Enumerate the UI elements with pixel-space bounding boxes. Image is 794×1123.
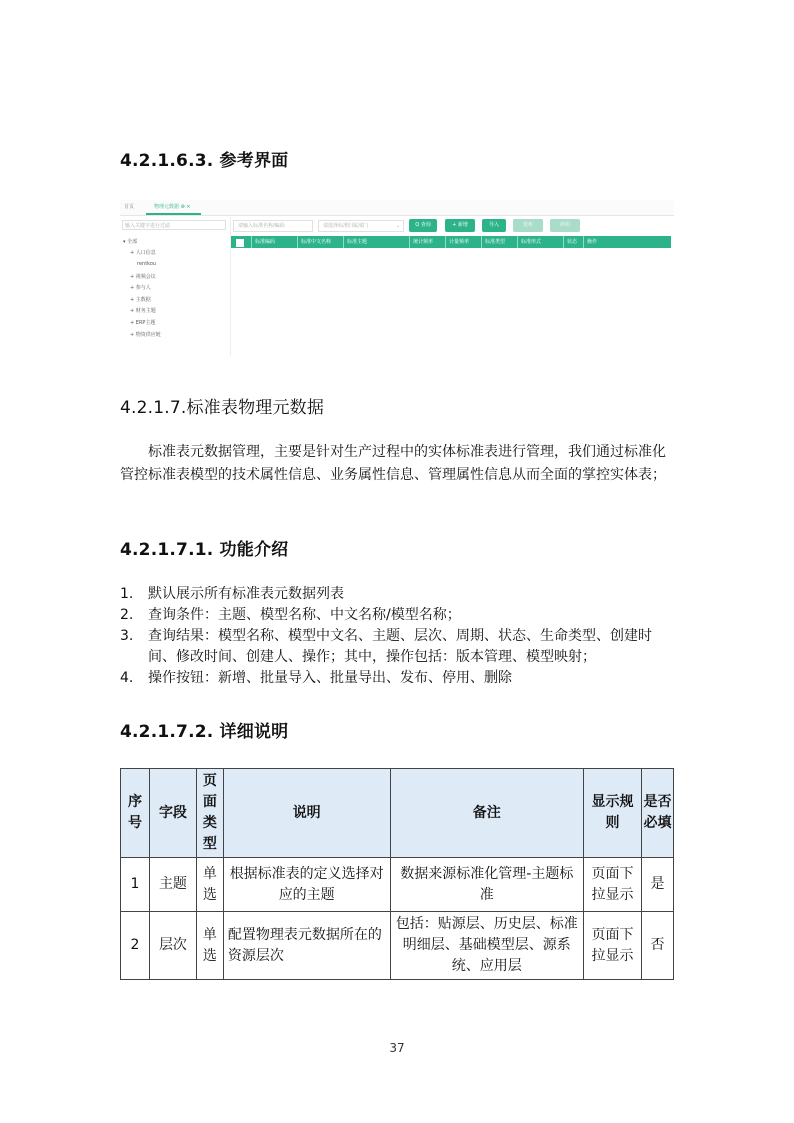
header-cell: 字段 (149, 769, 196, 858)
table-cell: 单选 (196, 858, 223, 912)
tree-item-label: 主数据 (135, 297, 151, 303)
table-cell: 配置物理表元数据所在的资源层次 (223, 912, 390, 980)
tree-item[interactable]: + 主数据 (130, 297, 151, 303)
page-number: 37 (389, 1041, 405, 1055)
reference-ui-screenshot (120, 200, 674, 356)
tree-item-label: 参与人 (135, 285, 151, 291)
table-cell: 层次 (149, 912, 196, 980)
heading-function-intro: 4.2.1.7.1. 功能介绍 (120, 540, 289, 560)
list-item (120, 605, 676, 626)
department-select[interactable] (318, 220, 404, 232)
tree-item[interactable]: + 物资供应链 (130, 332, 161, 338)
feature-list (120, 584, 676, 689)
header-cell: 页面类型 (196, 769, 223, 858)
department-select-label: 请选择标准归属部门 (323, 223, 369, 229)
list-number: 4. (120, 670, 134, 686)
import-button[interactable]: 导入 (482, 219, 506, 232)
table-cell: 数据来源标准化管理-主题标准 (390, 858, 584, 912)
table-cell: 否 (642, 912, 674, 980)
tab-physical-metadata[interactable]: 物理元数据 ⊗ × (154, 204, 191, 210)
table-cell: 页面下拉显示 (584, 858, 642, 912)
column-header: 统计频率 (409, 236, 445, 248)
tree-item[interactable]: ▾ 全部 (123, 239, 138, 245)
table-cell: 根据标准表的定义选择对应的主题 (223, 858, 390, 912)
tree-item[interactable]: rentkou (137, 261, 157, 267)
table-cell: 2 (121, 912, 150, 980)
tree-item[interactable]: + 参与人 (130, 285, 151, 291)
table-header-row (121, 769, 674, 858)
column-header: 操作 (583, 236, 671, 248)
table-cell: 主题 (149, 858, 196, 912)
tree-filter-input[interactable]: 输入关键字进行过滤 (122, 220, 226, 230)
column-header: 状态 (563, 236, 583, 248)
tree-item[interactable]: + 财务主题 (130, 308, 156, 314)
tree-item-label: ERP主题 (135, 320, 156, 326)
tree-item-label: 人口信息 (135, 250, 156, 256)
add-button[interactable]: + 新增 (445, 219, 475, 232)
column-header: 标准类型 (481, 236, 517, 248)
table-cell: 单选 (196, 912, 223, 980)
tab-home[interactable]: 首页 (124, 204, 135, 210)
heading-section: 4.2.1.7.标准表物理元数据 (120, 398, 325, 418)
list-text: 查询条件：主题、模型名称、中文名称/模型名称； (148, 607, 461, 623)
table-cell: 1 (121, 858, 150, 912)
tree-item[interactable]: + 人口信息 (130, 250, 156, 256)
field-spec-table (120, 768, 674, 980)
heading-reference-ui: 4.2.1.6.3. 参考界面 (120, 151, 289, 171)
intro-paragraph: 标准表元数据管理，主要是针对生产过程中的实体标准表进行管理，我们通过标准化管控标准表模型的技术属性信息、业务属性信息、管理属性信息从而全面的掌控实体表； (120, 444, 666, 483)
header-cell: 说明 (223, 769, 390, 858)
active-tab-indicator (146, 213, 201, 215)
list-item (120, 668, 676, 689)
disable-button[interactable]: 停用 (550, 219, 580, 232)
tree-item-label: 物资供应链 (135, 332, 161, 338)
list-item (120, 584, 676, 605)
header-cell: 备注 (390, 769, 584, 858)
list-number: 3. (120, 628, 134, 644)
header-cell: 序号 (121, 769, 150, 858)
column-header: 标准主题 (343, 236, 409, 248)
column-header: 标准中文名称 (297, 236, 343, 248)
heading-detail: 4.2.1.7.2. 详细说明 (120, 722, 289, 742)
list-number: 2. (120, 607, 134, 623)
publish-button[interactable]: 发布 (513, 219, 543, 232)
standard-name-filter[interactable]: 请输入标准名称/编码 (233, 220, 313, 232)
select-all-checkbox[interactable] (236, 239, 244, 247)
list-item (120, 626, 676, 668)
table-row (121, 858, 674, 912)
table-header (231, 236, 671, 248)
column-header: 标准形式 (517, 236, 563, 248)
header-cell: 是否必填 (642, 769, 674, 858)
header-cell: 显示规则 (584, 769, 642, 858)
tab-bar (120, 200, 674, 216)
table-cell: 是 (642, 858, 674, 912)
column-header: 计量频率 (445, 236, 481, 248)
query-button[interactable]: Q 查询 (409, 219, 437, 232)
tree-item-label: 视频会议 (135, 274, 156, 280)
tree-item[interactable]: + ERP主题 (130, 320, 156, 326)
list-text: 查询结果：模型名称、模型中文名、主题、层次、周期、状态、生命类型、创建时间、修改时间、创建人、操作；其中，操作包括：版本管理、模型映射； (148, 628, 652, 665)
column-header: 标准编码 (251, 236, 297, 248)
table-cell: 页面下拉显示 (584, 912, 642, 980)
sidebar-tree (120, 217, 231, 356)
tree-item-label: 全部 (127, 239, 138, 245)
tree-item-label: 财务主题 (135, 308, 156, 314)
list-number: 1. (120, 586, 134, 602)
table-cell: 包括：贴源层、历史层、标准明细层、基础模型层、源系统、应用层 (390, 912, 584, 980)
chevron-down-icon: ⌄ (395, 223, 400, 229)
tree-item[interactable]: + 视频会议 (130, 274, 156, 280)
table-row (121, 912, 674, 980)
list-text: 默认展示所有标准表元数据列表 (148, 586, 344, 602)
list-text: 操作按钮：新增、批量导入、批量导出、发布、停用、删除 (148, 670, 512, 686)
